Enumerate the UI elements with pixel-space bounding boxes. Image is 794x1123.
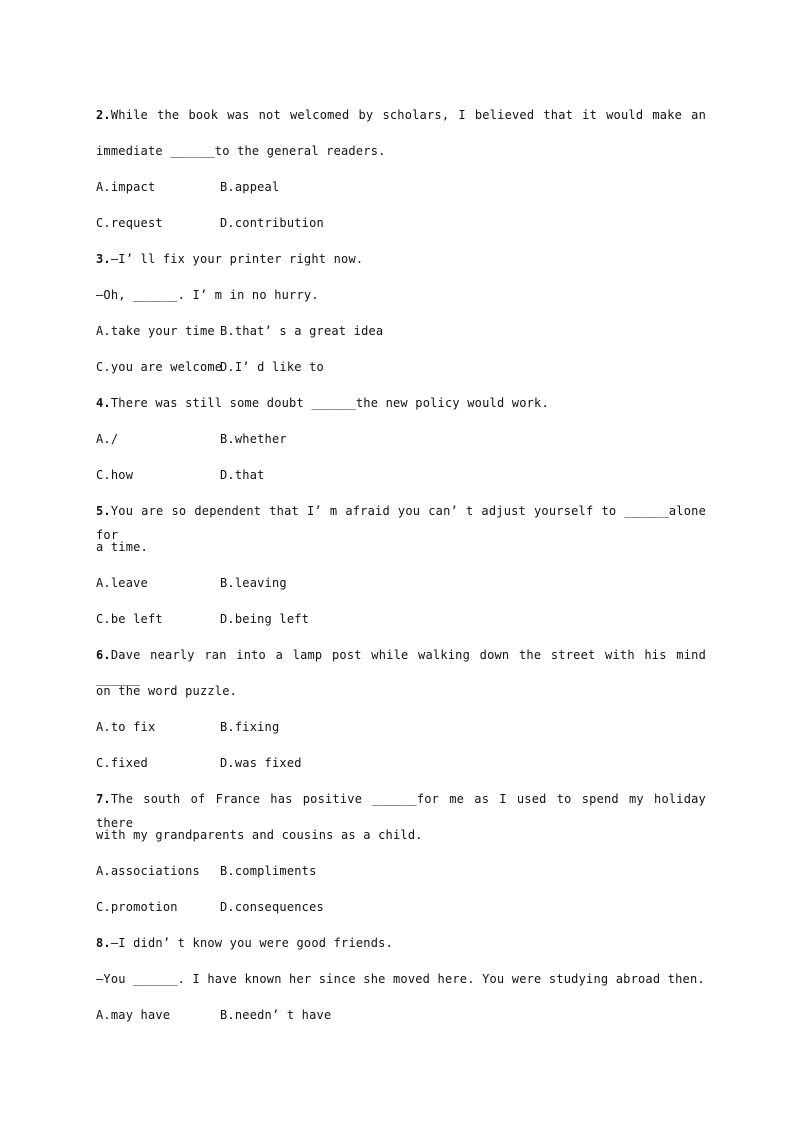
option-row [96, 355, 706, 391]
option-c[interactable]: C.be left [96, 612, 163, 626]
question-stem-line: 6.Dave nearly ran into a lamp post while walking down the street with his mind ______ [96, 648, 706, 686]
option-a[interactable]: A.to fix [96, 720, 156, 734]
option-row [96, 571, 706, 607]
question-number: 7. [96, 792, 111, 806]
option-d[interactable]: D.being left [220, 612, 310, 626]
option-b[interactable]: B.whether [220, 432, 287, 446]
question-stem-line: 3.—I’ ll fix your printer right now. [96, 252, 364, 266]
option-d[interactable]: D.I’ d like to [220, 360, 324, 374]
question-number: 8. [96, 936, 111, 950]
question-stem-line: 2.While the book was not welcomed by scholars, I believed that it would make an [96, 108, 706, 122]
question-number: 3. [96, 252, 111, 266]
option-b[interactable]: B.fixing [220, 720, 280, 734]
option-c[interactable]: C.request [96, 216, 163, 230]
option-row [96, 859, 706, 895]
option-row [96, 175, 706, 211]
option-row [96, 319, 706, 355]
option-b[interactable]: B.appeal [220, 180, 280, 194]
option-row [96, 463, 706, 499]
question-number: 5. [96, 504, 111, 518]
question-stem-line: 8.—I didn’ t know you were good friends. [96, 936, 393, 950]
question-number: 6. [96, 648, 111, 662]
exam-page [96, 103, 706, 1039]
option-c[interactable]: C.fixed [96, 756, 148, 770]
option-d[interactable]: D.consequences [220, 900, 324, 914]
option-c[interactable]: C.you are welcome [96, 360, 223, 374]
option-row [96, 751, 706, 787]
option-d[interactable]: D.contribution [220, 216, 324, 230]
option-row [96, 715, 706, 751]
question-stem-line: 7.The south of France has positive ______for me as I used to spend my holiday there [96, 792, 706, 830]
question-number: 4. [96, 396, 111, 410]
option-a[interactable]: A.leave [96, 576, 148, 590]
question-stem-line: with my grandparents and cousins as a child. [96, 828, 423, 842]
question-6 [96, 643, 706, 787]
option-row [96, 427, 706, 463]
question-4 [96, 391, 706, 499]
option-c[interactable]: C.promotion [96, 900, 178, 914]
question-stem-line: —You ______. I have known her since she moved here. You were studying abroad then. [96, 972, 705, 986]
question-2 [96, 103, 706, 247]
option-d[interactable]: D.was fixed [220, 756, 302, 770]
question-stem-line: on the word puzzle. [96, 684, 238, 698]
option-b[interactable]: B.that’ s a great idea [220, 324, 384, 338]
option-a[interactable]: A.impact [96, 180, 156, 194]
option-b[interactable]: B.leaving [220, 576, 287, 590]
question-number: 2. [96, 108, 111, 122]
question-stem-line: immediate ______to the general readers. [96, 144, 386, 158]
question-3 [96, 247, 706, 391]
option-a[interactable]: A.associations [96, 864, 200, 878]
question-5 [96, 499, 706, 643]
question-stem-line: 5.You are so dependent that I’ m afraid you can’ t adjust yourself to ______alone for [96, 504, 706, 542]
option-c[interactable]: C.how [96, 468, 134, 482]
option-row [96, 607, 706, 643]
option-a[interactable]: A.may have [96, 1008, 171, 1022]
question-7 [96, 787, 706, 931]
question-stem-line: 4.There was still some doubt ______the new policy would work. [96, 396, 549, 410]
option-a[interactable]: A.take your time [96, 324, 215, 338]
question-8 [96, 931, 706, 1039]
option-b[interactable]: B.needn’ t have [220, 1008, 332, 1022]
question-stem-line: a time. [96, 540, 148, 554]
option-row [96, 211, 706, 247]
option-a[interactable]: A./ [96, 432, 119, 446]
option-d[interactable]: D.that [220, 468, 265, 482]
question-stem-line: —Oh, ______. I’ m in no hurry. [96, 288, 319, 302]
option-row [96, 895, 706, 931]
option-row [96, 1003, 706, 1039]
option-b[interactable]: B.compliments [220, 864, 317, 878]
